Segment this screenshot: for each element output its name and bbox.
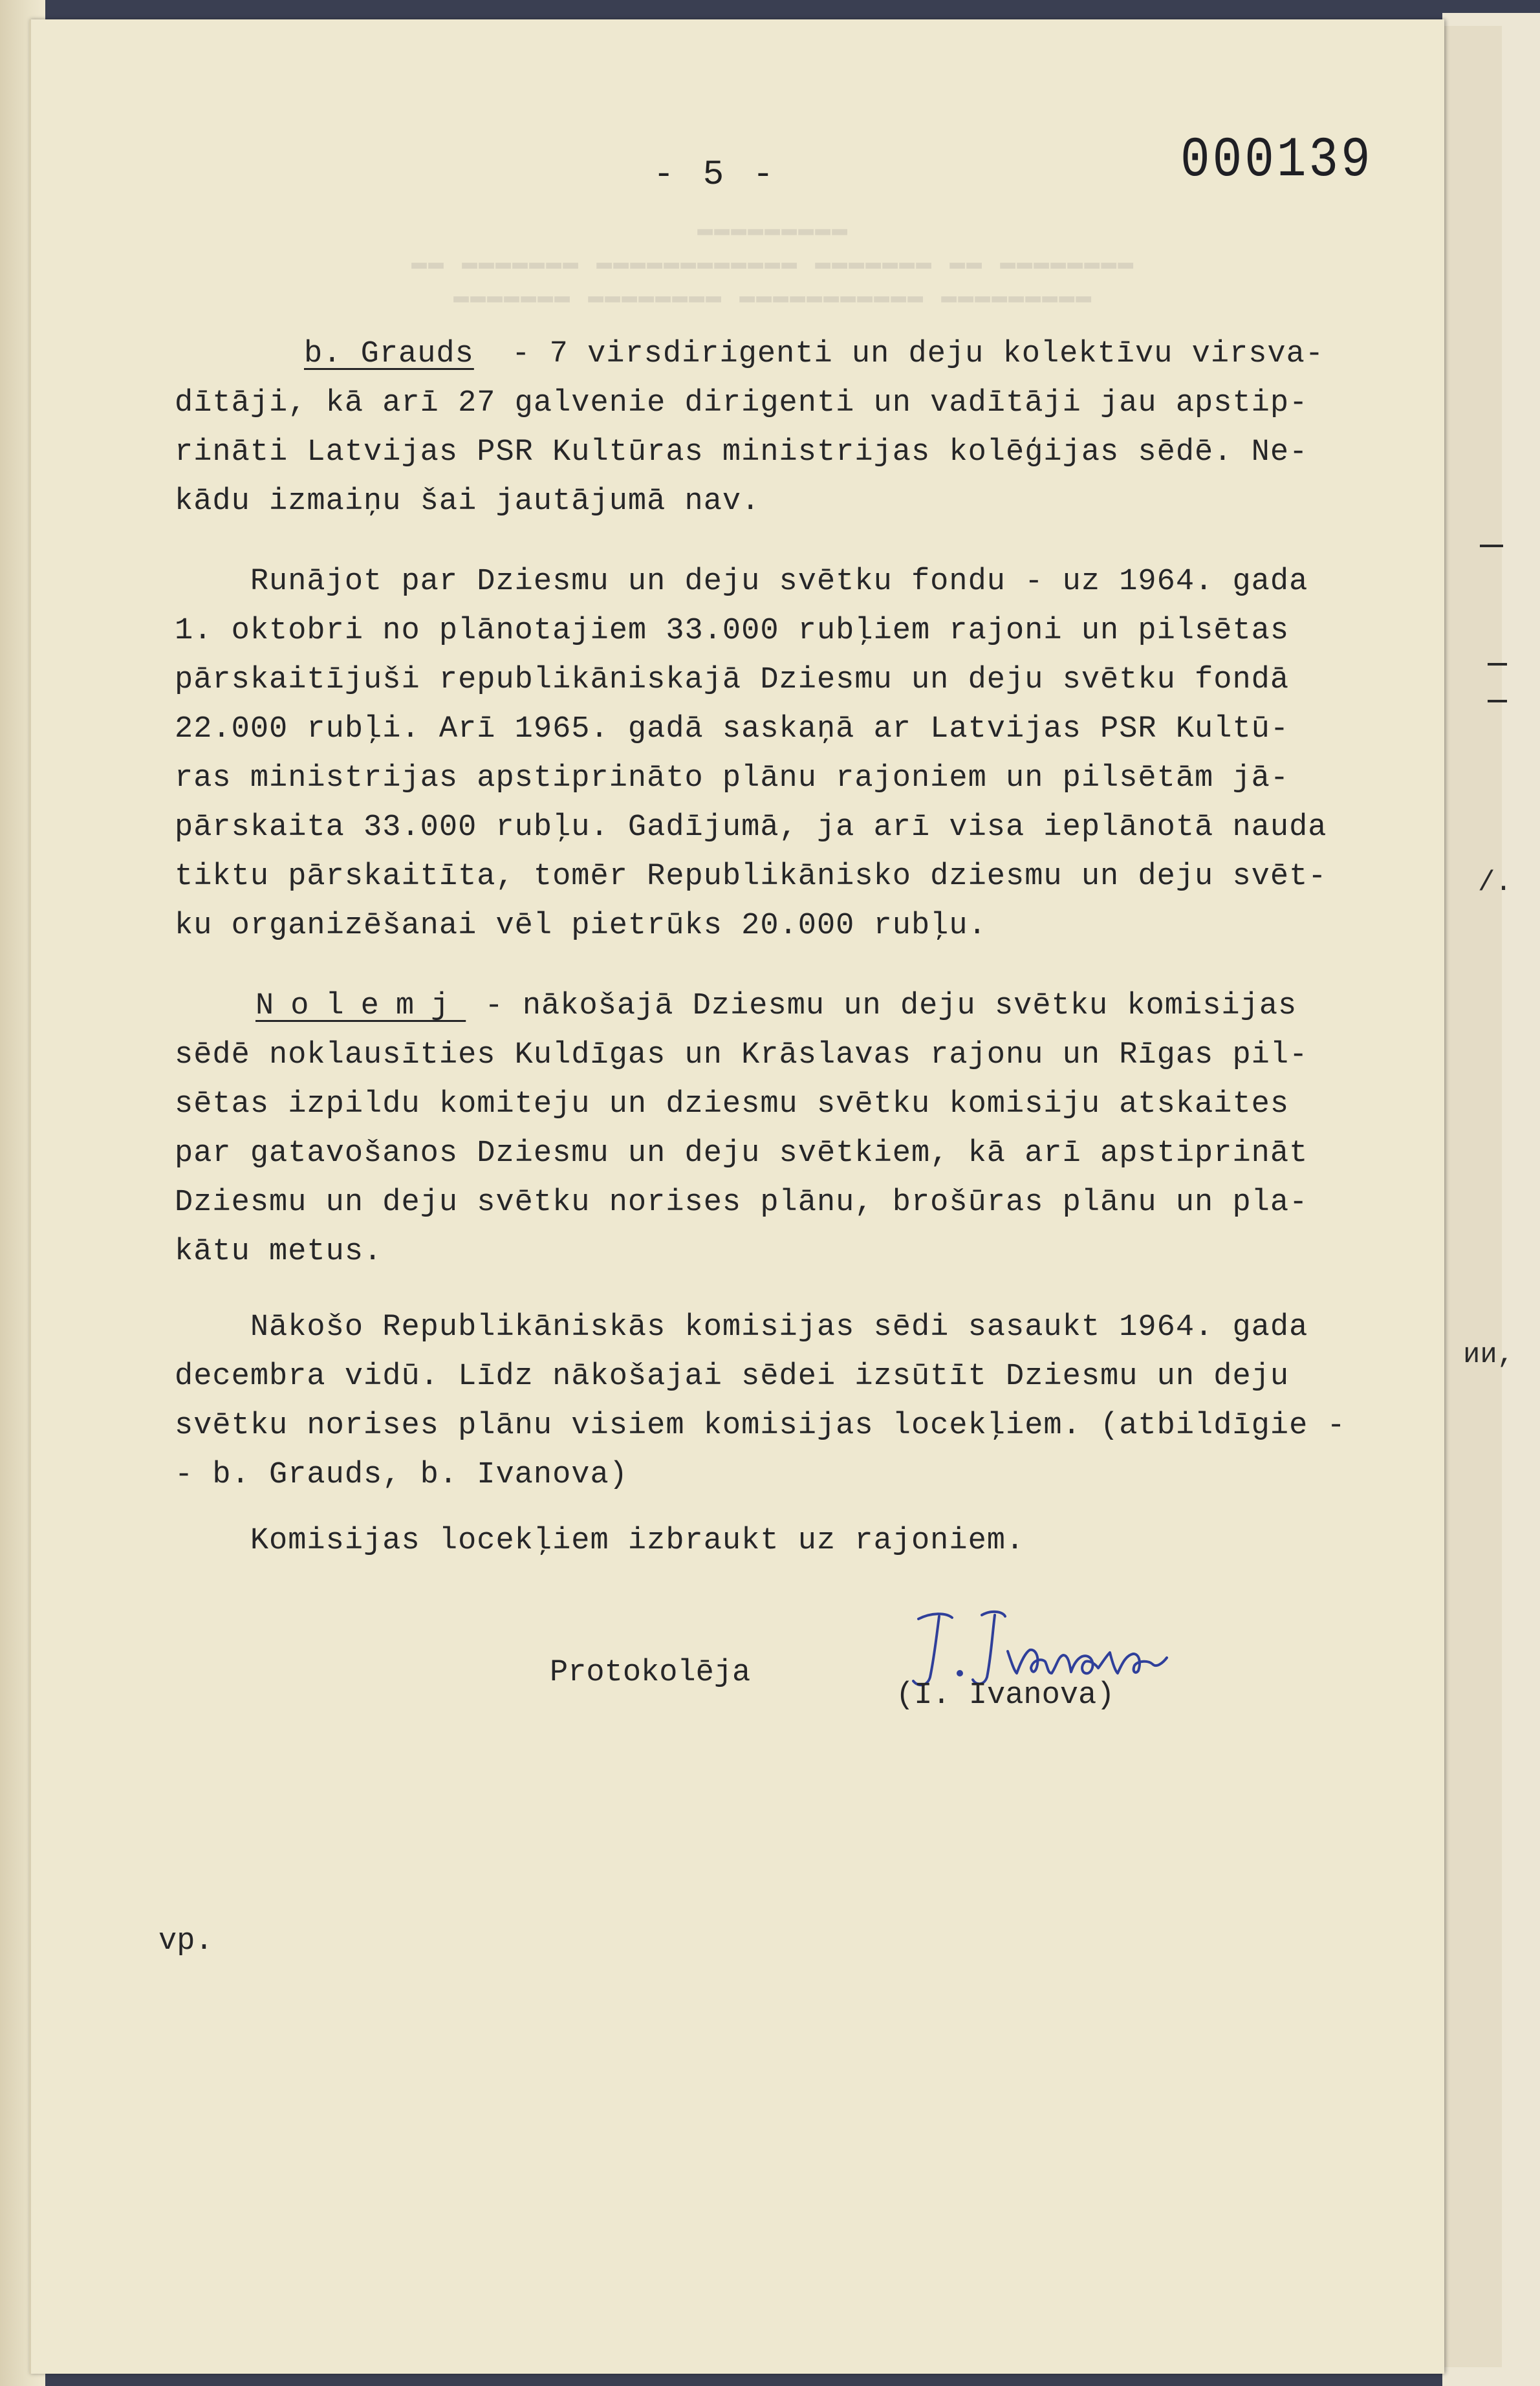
text-line: rināti Latvijas PSR Kultūras ministrijas kolēģijas sēdē. Ne- <box>175 435 1308 470</box>
paragraph-1-body <box>175 379 1308 526</box>
text-line: par gatavošanos Dziesmu un deju svētkiem, kā arī apstiprināt <box>175 1136 1308 1171</box>
text-line: kādu izmaiņu šai jautājumā nav. <box>175 484 761 519</box>
document-number-stamp: 000139 <box>1180 128 1373 193</box>
text-line: tiktu pārskaitīta, tomēr Republikānisko dziesmu un deju svēt- <box>175 860 1327 894</box>
page-number: - 5 - <box>653 155 778 195</box>
text-line: Runājot par Dziesmu un deju svētku fondu - uz 1964. gada <box>175 565 1308 599</box>
text-line: 1. oktobri no plānotajiem 33.000 rubļiem rajoni un pilsētas <box>175 614 1290 648</box>
edge-text: /. <box>1478 867 1512 899</box>
text-line: b. Grauds - 7 virsdirigenti un deju kolektīvu virsva- <box>304 337 1325 371</box>
edge-text: ии, <box>1463 1339 1515 1371</box>
decision-heading: Nolemj <box>255 989 466 1023</box>
text-line: pārskaita 33.000 rubļu. Gadījumā, ja arī visa ieplānotā nauda <box>175 810 1327 845</box>
edge-mark <box>1488 700 1507 702</box>
paragraph-3 <box>255 982 1297 1031</box>
text-line: decembra vidū. Līdz nākošajai sēdei izsūtīt Dziesmu un deju <box>175 1360 1290 1394</box>
typist-initials: vp. <box>158 1924 213 1958</box>
text-line: Nolemj - nākošajā Dziesmu un deju svētku komisijas <box>255 989 1297 1023</box>
signature-label: Protokolēja <box>550 1656 751 1690</box>
text-line: sētas izpildu komiteju un dziesmu svētku komisiju atskaites <box>175 1087 1290 1122</box>
text-line: 22.000 rubļi. Arī 1965. gadā saskaņā ar Latvijas PSR Kultū- <box>175 712 1290 746</box>
bleed-through-text: ▬▬▬▬▬▬▬▬▬ ▬▬ ▬▬▬▬▬▬▬ ▬▬▬▬▬▬▬▬▬▬▬▬ ▬▬▬▬▬▬▬ ▬▬ ▬▬▬▬▬▬▬▬ ▬▬▬▬▬▬▬ ▬▬▬▬▬▬▬▬ ▬▬▬▬▬▬▬▬▬▬▬ ▬▬▬▬▬▬▬▬▬ <box>411 215 1135 312</box>
paragraph-4 <box>175 1303 1346 1500</box>
text-line: sēdē noklausīties Kuldīgas un Krāslavas rajonu un Rīgas pil- <box>175 1038 1308 1072</box>
text-line: Dziesmu un deju svētku norises plānu, brošūras plānu un pla- <box>175 1186 1308 1220</box>
text-line: Komisijas locekļiem izbraukt uz rajoniem. <box>175 1524 1025 1558</box>
paragraph-3-body <box>175 1031 1308 1277</box>
text-line: pārskaitījuši republikāniskajā Dziesmu un deju svētku fondā <box>175 663 1290 697</box>
edge-mark <box>1480 545 1503 547</box>
text-line: svētku norises plānu visiem komisijas locekļiem. (atbildīgie - <box>175 1409 1346 1443</box>
paragraph-1 <box>304 330 1324 379</box>
text-line: - b. Grauds, b. Ivanova) <box>175 1458 628 1492</box>
text-line: kātu metus. <box>175 1235 383 1269</box>
text-line: dītāji, kā arī 27 galvenie dirigenti un vadītāji jau apstip- <box>175 386 1308 420</box>
paragraph-2 <box>175 558 1327 951</box>
text-line: ku organizēšanai vēl pietrūks 20.000 rubļu. <box>175 909 987 943</box>
signatory-name: (I. Ivanova) <box>896 1678 1115 1713</box>
text-line: ras ministrijas apstiprināto plānu rajoniem un pilsētām jā- <box>175 761 1290 796</box>
paragraph-5 <box>175 1517 1025 1566</box>
speaker-name: b. Grauds <box>304 337 474 371</box>
text-line: Nākošo Republikāniskās komisijas sēdi sasaukt 1964. gada <box>175 1310 1308 1345</box>
edge-mark <box>1488 663 1507 666</box>
